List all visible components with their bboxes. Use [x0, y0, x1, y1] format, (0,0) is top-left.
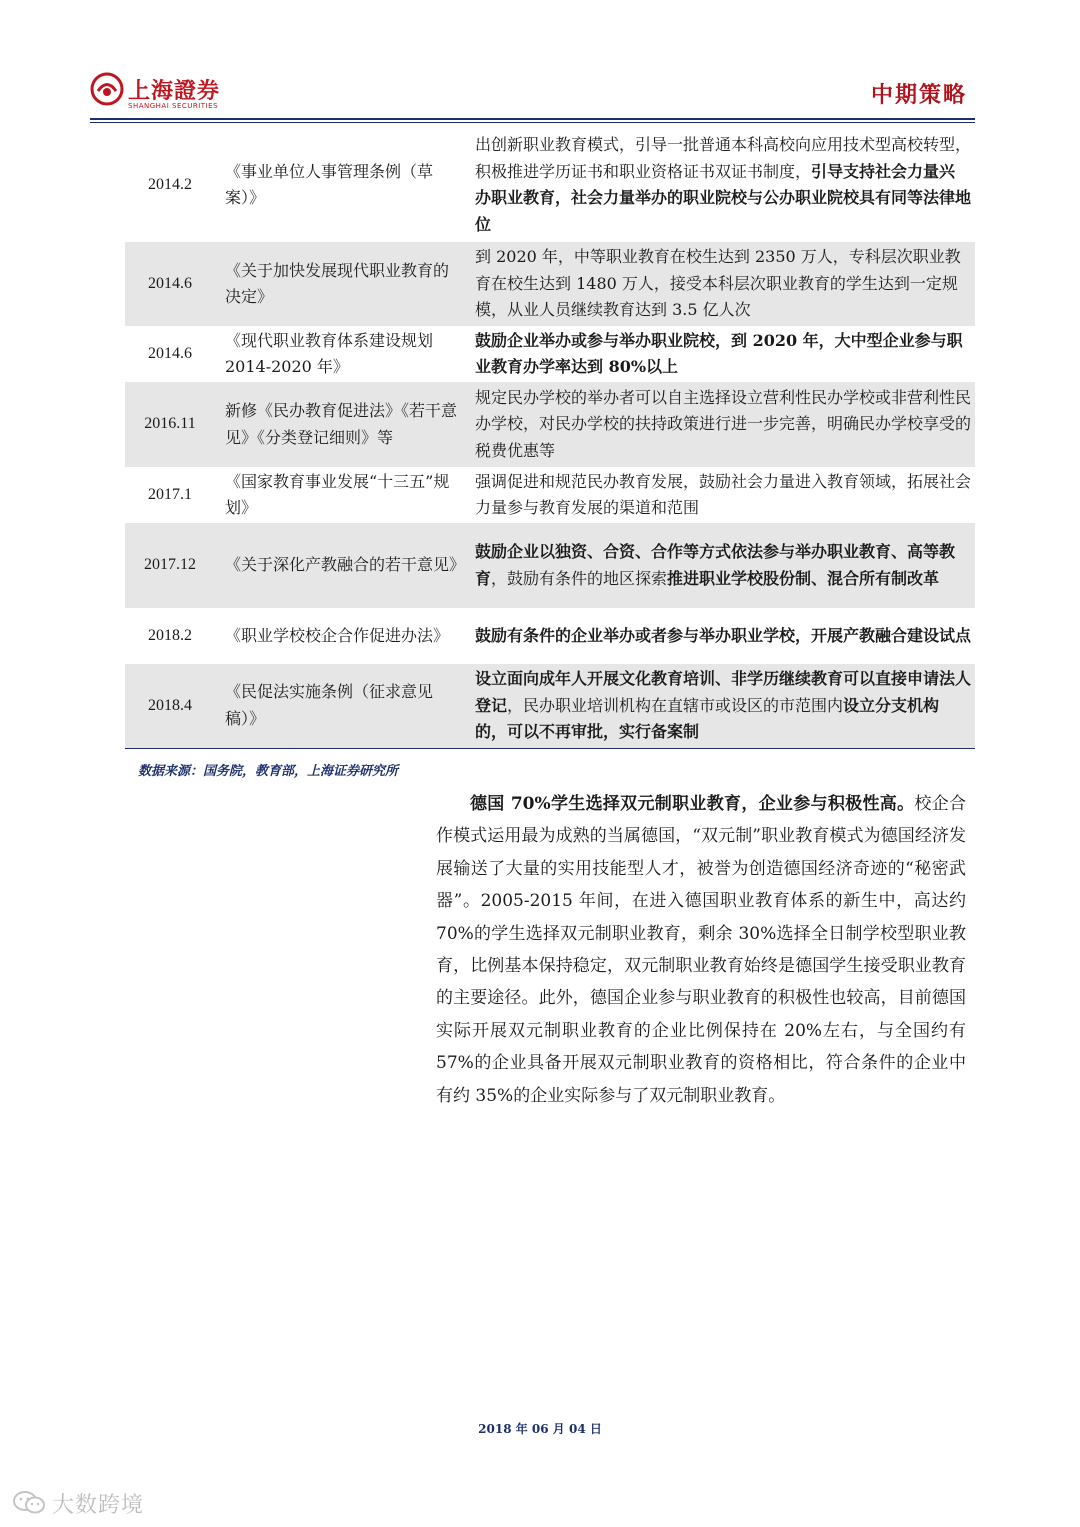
- policy-table: [125, 128, 975, 749]
- page-header: [90, 70, 975, 120]
- cell-content: [467, 382, 975, 467]
- cell-date: 2014.2: [148, 175, 192, 193]
- table-row: [125, 382, 975, 467]
- cell-document: 《职业学校校企合作促进办法》: [225, 625, 450, 645]
- footer-date: 2018 年 06 月 04 日: [478, 1422, 602, 1436]
- content-segment: 出创新职业教育模式，引导一批普通本科高校向应用技术型高校转型，积极推进学历证书和职业资格证书双证书制度，: [475, 135, 972, 181]
- cell-document: 《民促法实施条例（征求意见稿）》: [215, 664, 467, 748]
- cell-date: 2018.4: [125, 664, 215, 748]
- report-type: 中期策略: [870, 83, 967, 108]
- cell-document: 新修《民办教育促进法》《若干意见》《分类登记细则》等: [215, 382, 467, 467]
- cell-date: 2014.6: [148, 344, 192, 362]
- cell-date: 2018.2: [148, 626, 192, 644]
- content-segment: ，民办职业培训机构在直辖市或设区的市范围内: [507, 695, 844, 715]
- table-row: [125, 242, 975, 326]
- cell-content: [467, 467, 975, 523]
- content-segment: 鼓励有条件的企业举办或者参与举办职业学校，开展产教融合建设试点: [475, 625, 972, 645]
- cell-date: 2016.11: [125, 382, 215, 467]
- table-row: [125, 608, 975, 664]
- cell-content: [467, 242, 975, 326]
- body-paragraph: [436, 788, 966, 1112]
- table-row: [125, 467, 975, 523]
- content-segment: 鼓励企业以独资、合资、合作等方式依法参与举办职业教育、高等教育: [475, 542, 956, 588]
- company-name-en: SHANGHAI SECURITIES: [128, 102, 219, 110]
- table-row: [125, 128, 975, 242]
- content-segment: 推进职业学校股份制、混合所有制改革: [667, 568, 940, 588]
- cell-document: 《关于加快发展现代职业教育的决定》: [215, 242, 467, 326]
- cell-content: [467, 664, 975, 748]
- cell-date: 2017.12: [125, 523, 215, 608]
- company-name: 上海證券: [128, 78, 221, 104]
- cell-document: 《关于深化产教融合的若干意见》: [215, 523, 467, 608]
- content-segment: 引导支持社会力量兴办职业教育，社会力量举办的职业院校与公办职业院校具有同等法律地位: [475, 161, 972, 234]
- wechat-icon: [12, 1490, 46, 1516]
- cell-date: 2017.1: [148, 485, 192, 503]
- paragraph-lead: 德国 70%学生选择双元制职业教育，企业参与积极性高。: [470, 794, 915, 814]
- cell-content: [467, 128, 975, 242]
- table-row: [125, 326, 975, 382]
- content-segment: ，鼓励有条件的地区探索: [491, 568, 668, 588]
- cell-document: 《现代职业教育体系建设规划 2014-2020 年》: [225, 330, 434, 376]
- cell-content: [467, 608, 975, 664]
- header-divider: [90, 118, 975, 120]
- content-segment: 设立面向成年人开展文化教育培训、非学历继续教育可以直接申请法人登记: [475, 669, 972, 715]
- content-segment: 强调促进和规范民办教育发展，鼓励社会力量进入教育领域，拓展社会力量参与教育发展的渠道和范围: [475, 471, 972, 517]
- content-segment: 规定民办学校的举办者可以自主选择设立营利性民办学校或非营利性民办学校，对民办学校的扶持政策进行进一步完善，明确民办学校享受的税费优惠等: [475, 387, 972, 460]
- table-row: [125, 664, 975, 748]
- table-row: [125, 523, 975, 608]
- paragraph-text: 校企合作模式运用最为成熟的当属德国，“双元制”职业教育模式为德国经济发展输送了大量的实用技能型人才，被誉为创造德国经济奇迹的“秘密武器”。2005-2015 年间，在进入德国职业教育体系的新生中，高达约 70%的学生选择双元制职业教育，剩余 30%选择全日制学校型职业教育，比例基本保持稳定，双元制职业教育始终是德国学生接受职业教育的主要途径。此外，德国企业参与职业教育的积极性也较高，目前德国实际开展双元制职业教育的企业比例保持在 20%左右，与全国约有 57%的企业具备开展双元制职业教育的资格相比，符合条件的企业中有约 35%的企业实际参与了双元制职业教育。: [436, 794, 967, 1106]
- cell-date: 2014.6: [125, 242, 215, 326]
- source-note: 数据来源：国务院，教育部，上海证券研究所: [138, 764, 399, 779]
- content-segment: 到 2020 年，中等职业教育在校生达到 2350 万人，专科层次职业教育在校生达到 1480 万人，接受本科层次职业教育的学生达到一定规模，从业人员继续教育达到 3.5 亿人次: [475, 247, 961, 320]
- company-logo: [90, 72, 230, 116]
- cell-document: 《国家教育事业发展“十三五”规划》: [225, 471, 450, 517]
- content-segment: 鼓励企业举办或参与举办职业院校，到 2020 年，大中型企业参与职业教育办学率达到 80%以上: [475, 330, 963, 376]
- logo-emblem-icon: [90, 72, 124, 106]
- content-segment: 设立分支机构的，可以不再审批，实行备案制: [475, 695, 940, 741]
- watermark-text: 大数跨境: [52, 1493, 145, 1518]
- cell-document: 《事业单位人事管理条例（草案）》: [225, 161, 434, 207]
- cell-content: [467, 523, 975, 608]
- header-divider-thin: [90, 122, 975, 123]
- cell-content: [467, 326, 975, 382]
